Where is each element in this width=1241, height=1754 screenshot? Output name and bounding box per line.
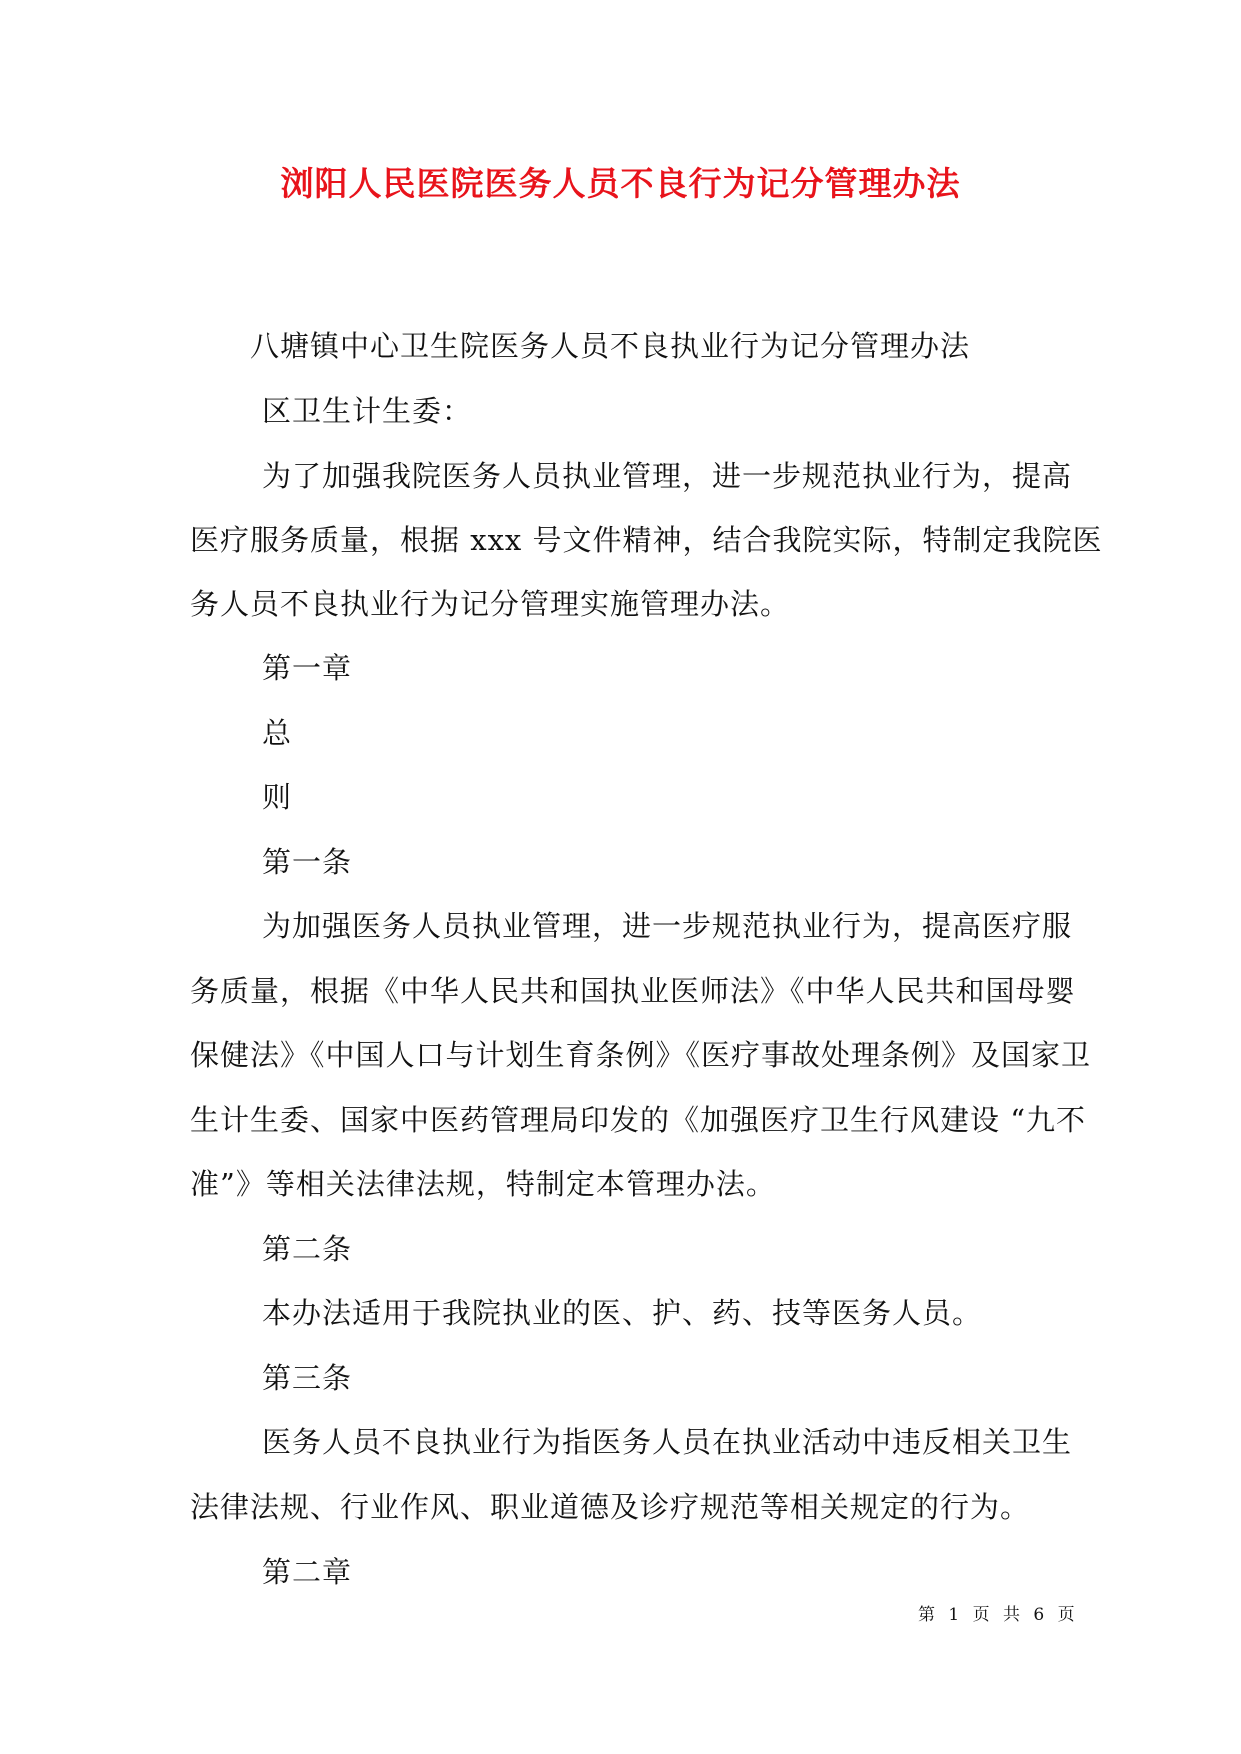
article-3-line-1: 医务人员不良执业行为指医务人员在执业活动中违反相关卫生	[262, 1425, 1073, 1459]
article-heading: 第二条	[262, 1232, 353, 1266]
article-1-line-4: 生计生委、国家中医药管理局印发的《加强医疗卫生行风建设 “九不	[190, 1103, 1087, 1137]
chapter-heading: 第二章	[262, 1555, 353, 1589]
article-1-line-2: 务质量，根据《中华人民共和国执业医师法》《中华人民共和国母婴	[190, 974, 1076, 1008]
document-title: 浏阳人民医院医务人员不良行为记分管理办法	[280, 164, 961, 203]
article-1-line-5: 准”》等相关法律法规，特制定本管理办法。	[190, 1167, 776, 1201]
article-heading: 第一条	[262, 845, 353, 879]
intro-line-3: 务人员不良执业行为记分管理实施管理办法。	[190, 587, 791, 621]
addressee-line: 区卫生计生委：	[262, 394, 473, 428]
article-heading: 第三条	[262, 1361, 353, 1395]
article-3-line-2: 法律法规、行业作风、职业道德及诊疗规范等相关规定的行为。	[190, 1490, 1031, 1524]
subtitle-line: 八塘镇中心卫生院医务人员不良执业行为记分管理办法	[250, 329, 971, 363]
article-1-line-1: 为加强医务人员执业管理，进一步规范执业行为，提高医疗服	[262, 909, 1073, 943]
article-2-text: 本办法适用于我院执业的医、护、药、技等医务人员。	[262, 1296, 983, 1330]
chapter-title-char-2: 则	[262, 780, 293, 814]
chapter-heading: 第一章	[262, 651, 353, 685]
intro-line-1: 为了加强我院医务人员执业管理，进一步规范执业行为，提高	[262, 459, 1073, 493]
chapter-title-char-1: 总	[262, 716, 293, 750]
intro-line-2: 医疗服务质量，根据 xxx 号文件精神，结合我院实际，特制定我院医	[190, 523, 1103, 557]
article-1-line-3: 保健法》《中国人口与计划生育条例》《医疗事故处理条例》及国家卫	[190, 1038, 1092, 1072]
page-number-footer: 第 1 页 共 6 页	[918, 1605, 1079, 1625]
